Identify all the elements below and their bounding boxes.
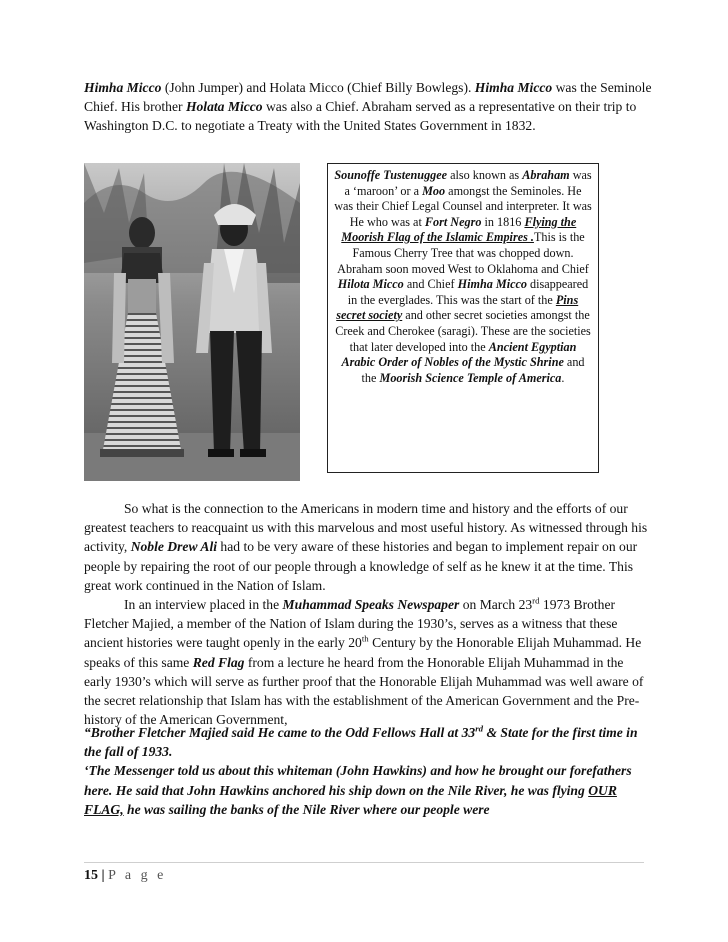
intro-paragraph	[84, 78, 652, 136]
page-footer	[84, 868, 166, 884]
himha-micco-name-2: Himha Micco	[474, 80, 553, 95]
sidebar-text: amongst the Seminoles. He was their Chief Legal Counsel and interpreter. It was He who was at	[334, 183, 592, 229]
body-text: had to be very aware of these histories and began to implement repair on our people by repairing the root of our people through a knowledge of self as he knew it at the time. This great work continued in the Nation of Islam.	[84, 539, 638, 593]
sidebar-name-hilota: Hilota Micco	[337, 277, 404, 292]
quote-text: ‘The Messenger told us about this whiteman (John Hawkins) and how he brought our forefathers here. He said that John Hawkins anchored his ship down on the Nile River, he was flying	[84, 763, 632, 798]
historical-photo	[84, 163, 300, 481]
sidebar-moorish-temple: Moorish Science Temple of America	[379, 370, 562, 385]
superscript: rd	[475, 723, 484, 734]
quote-text: “Brother Fletcher Majied said He came to the Odd Fellows Hall at 33	[84, 725, 476, 740]
sidebar-box	[327, 163, 599, 473]
body-text: So what is the connection to the Americans in modern time and history and the efforts of our greatest teachers to reacquaint us with this marvelous and most useful history. As witnessed through his activity,	[84, 501, 648, 555]
body-text: In an interview placed in the	[124, 597, 283, 613]
sidebar-text: and the	[361, 355, 585, 385]
sidebar-text: was a ‘maroon’ or a	[344, 168, 592, 198]
sidebar-moorish-flag: Flying the Moorish Flag of the Islamic Empires .	[341, 214, 577, 245]
sidebar-name-himha: Himha Micco	[457, 277, 527, 292]
sidebar-pins-society: Pins secret society	[336, 292, 579, 323]
sidebar-name-sounoffe: Sounoffe Tustenuggee	[334, 168, 448, 182]
sidebar-text: also known as	[447, 168, 523, 182]
body-text: Century by the Honorable Elijah Muhammad. He speaks of this same	[84, 635, 642, 670]
footer-separator: |	[98, 868, 109, 883]
superscript: rd	[532, 595, 540, 606]
sidebar-name-abraham: Abraham	[522, 168, 570, 182]
red-flag-term: Red Flag	[192, 654, 245, 670]
sidebar-text: and Chief	[403, 277, 458, 292]
connection-paragraph	[84, 499, 652, 729]
page-label: P a g e	[108, 868, 167, 883]
superscript: th	[361, 633, 369, 644]
quote-text: he was sailing the banks of the Nile River where our people were	[123, 801, 490, 817]
himha-micco-name: Himha Micco	[84, 80, 162, 95]
sidebar-shrine-order: Ancient Egyptian Arabic Order of Nobles of the Mystic Shrine	[341, 339, 577, 370]
body-text: 1973 Brother Fletcher Majied, a member of the Nation of Islam during the 1930’s, serves as a witness that these ancient histories were taught openly in the early 20	[84, 597, 618, 651]
sidebar-text: This is the Famous Cherry Tree that was chopped down. Abraham soon moved West to Oklahoma and Chief	[337, 230, 589, 276]
photo-illustration	[84, 163, 300, 481]
quote-text: & State for the first time in the fall of 1933.	[84, 725, 638, 760]
sidebar-text: and other secret societies amongst the Creek and Cherokee (saragi). These are the societies that later developed into the	[335, 308, 591, 354]
sidebar-term-moo: Moo	[422, 183, 446, 198]
noble-drew-ali: Noble Drew Ali	[130, 539, 218, 555]
holata-micco-name: Holata Micco	[185, 99, 263, 115]
quote-paragraph	[84, 723, 652, 819]
page-number: 15	[84, 868, 98, 883]
sidebar-text: .	[561, 370, 565, 385]
body-text: from a lecture he heard from the Honorable Elijah Muhammad in the early 1930’s which will serve as further proof that the Honorable Elijah Muhammad was well aware of the secret relationship that Islam has with the establishment of the American Government and the Pre-history of the American Government,	[84, 654, 644, 728]
intro-text-3: was also a Chief. Abraham served as a representative on their trip to Washington D.C. to negotiate a Treaty with the United States Government in 1832.	[84, 99, 637, 134]
sidebar-text: disappeared in the everglades. This was the start of the	[347, 277, 589, 307]
muhammad-speaks-newspaper: Muhammad Speaks Newspaper	[282, 597, 460, 613]
intro-text-2: was the Seminole Chief. His brother	[84, 80, 652, 115]
sidebar-term-fort-negro: Fort Negro	[424, 214, 482, 229]
footer-divider	[84, 862, 644, 863]
our-flag-term: OUR FLAG,	[84, 782, 617, 817]
intro-text-1: (John Jumper) and Holata Micco (Chief Billy Bowlegs).	[161, 80, 475, 95]
sidebar-text: in 1816	[481, 214, 525, 229]
body-text: on March 23	[459, 597, 533, 613]
